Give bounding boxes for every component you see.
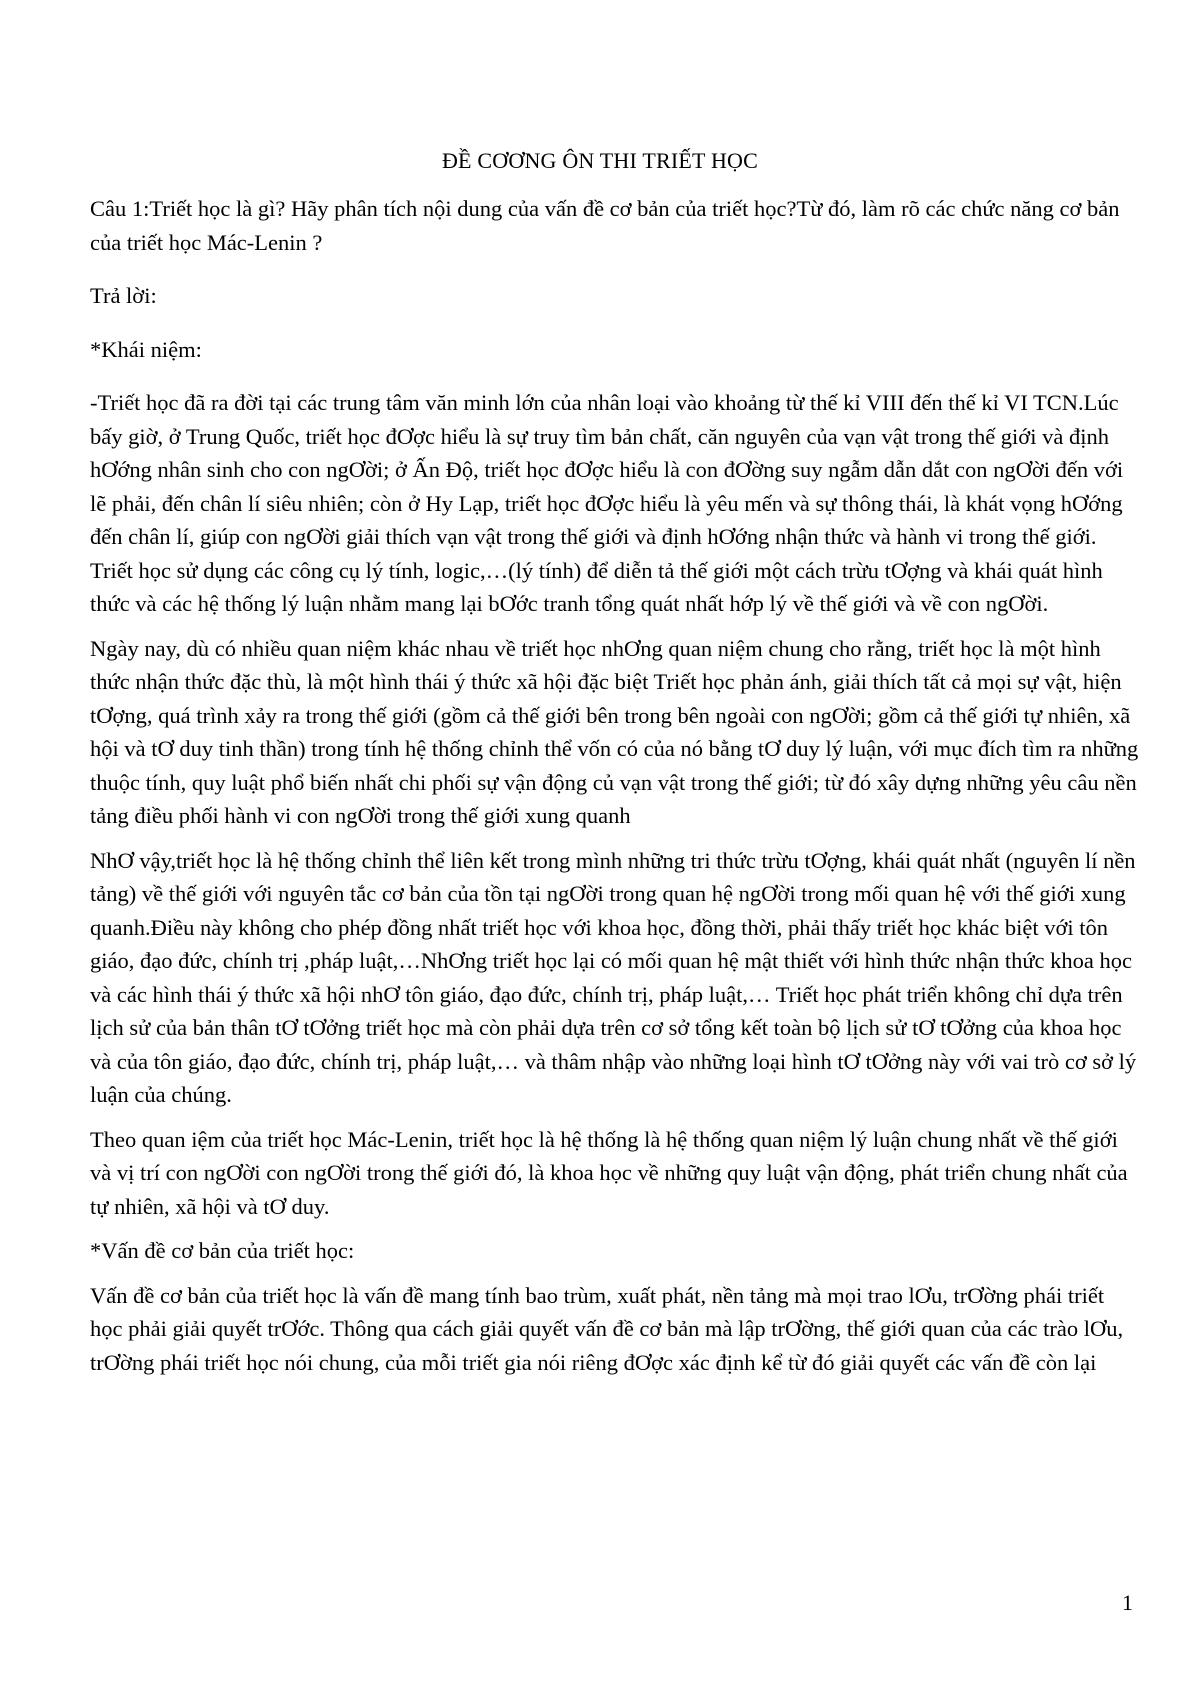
basic-issue-heading: *Vấn đề cơ bản của triết học: (90, 1238, 355, 1263)
paragraph-4: Theo quan iệm của triết học Mác-Lenin, triết học là hệ thống là hệ thống quan niệm lý luận chung nhất về thế giới và vị trí con ngƠời con ngƠời trong thế giới đó, là khoa học về những quy luật vận động, phát triển chung nhất của tự nhiên, xã hội và tƠ duy. (90, 1126, 1128, 1219)
paragraph-3: NhƠ vậy,triết học là hệ thống chỉnh thể liên kết trong mình những tri thức trừu tƠợng, khái quát nhất (nguyên lí nền tảng) về thế giới với nguyên tắc cơ bản của tồn tại ngƠời trong quan hệ ngƠời trong mối quan hệ với thế giới xung quanh.Điều này không cho phép đồng nhất triết học với khoa học, đồng thời, phải thấy triết học khác biệt với tôn giáo, đạo đức, chính trị ,pháp luật,…NhƠng triết học lại có mối quan hệ mật thiết với hình thức nhận thức khoa học và các hình thái ý thức xã hội nhƠ tôn giáo, đạo đức, chính trị, pháp luật,… Triết học phát triển không chỉ dựa trên lịch sử của bản thân tƠ tƠởng triết học mà còn phải dựa trên cơ sở tổng kết toàn bộ lịch sử tƠ tƠởng của khoa học và của tôn giáo, đạo đức, chính trị, pháp luật,… và thâm nhập vào những loại hình tƠ tƠởng này với vai trò cơ sở lý luận của chúng. (90, 847, 1137, 1107)
paragraph-1: -Triết học đã ra đời tại các trung tâm văn minh lớn của nhân loại vào khoảng từ thế kỉ VIII đến thế kỉ VI TCN.Lúc bấy giờ, ở Trung Quốc, triết học đƠợc hiểu là sự truy tìm bản chất, căn nguyên của vạn vật trong thế giới và định hƠớng nhân sinh cho con ngƠời; ở Ấn Độ, triết học đƠợc hiểu là con đƠờng suy ngẫm dẫn dắt con ngƠời đến với lẽ phải, đến chân lí siêu nhiên; còn ở Hy Lạp, triết học đƠợc hiểu là yêu mến và sự thông thái, là khát vọng hƠớng đến chân lí, giúp con ngƠời giải thích vạn vật trong thế giới và định hƠớng nhận thức và hành vi trong thế giới. Triết học sử dụng các công cụ lý tính, logic,…(lý tính) để diễn tả thế giới một cách trừu tƠợng và khái quát hình thức và các hệ thống lý luận nhằm mang lại bƠớc tranh tổng quát nhất hớp lý về thế giới và về con ngƠời. (90, 390, 1124, 616)
page-number: 1 (1122, 1590, 1133, 1615)
concept-heading: *Khái niệm: (90, 336, 202, 362)
answer-label: Trả lời: (90, 283, 157, 308)
paragraph-2: Ngày nay, dù có nhiều quan niệm khác nhau về triết học nhƠng quan niệm chung cho rằng, triết học là một hình thức nhận thức đặc thù, là một hình thái ý thức xã hội đặc biệt Triết học phản ánh, giải thích tất cả mọi sự vật, hiện tƠợng, quá trình xảy ra trong thế giới (gồm cả thế giới bên trong bên ngoài con ngƠời; gồm cả thế giới tự nhiên, xã hội và tƠ duy tinh thần) trong tính hệ thống chỉnh thể vốn có của nó bằng tƠ duy lý luận, với mục đích tìm ra những thuộc tính, quy luật phổ biến nhất chi phối sự vận động củ vạn vật trong thế giới; từ đó xây dựng những yêu câu nền tảng điều phối hành vi con ngƠời trong thế giới xung quanh (90, 635, 1139, 828)
document-body (90, 192, 1140, 1390)
document-title: ĐỀ CƠƠNG ÔN THI TRIẾT HỌC (441, 148, 759, 173)
question-text: Câu 1:Triết học là gì? Hãy phân tích nội dung của vấn đề cơ bản của triết học?Từ đó, làm rõ các chức năng cơ bản của triết học Mác-Lenin ? (90, 196, 1120, 255)
paragraph-5: Vấn đề cơ bản của triết học là vấn đề mang tính bao trùm, xuất phát, nền tảng mà mọi trao lƠu, trƠờng phái triết học phải giải quyết trƠớc. Thông qua cách giải quyết vấn đề cơ bản mà lập trƠờng, thế giới quan của các trào lƠu, trƠờng phái triết học nói chung, của mỗi triết gia nói riêng đƠợc xác định kể từ đó giải quyết các vấn đề còn lại (90, 1282, 1124, 1375)
